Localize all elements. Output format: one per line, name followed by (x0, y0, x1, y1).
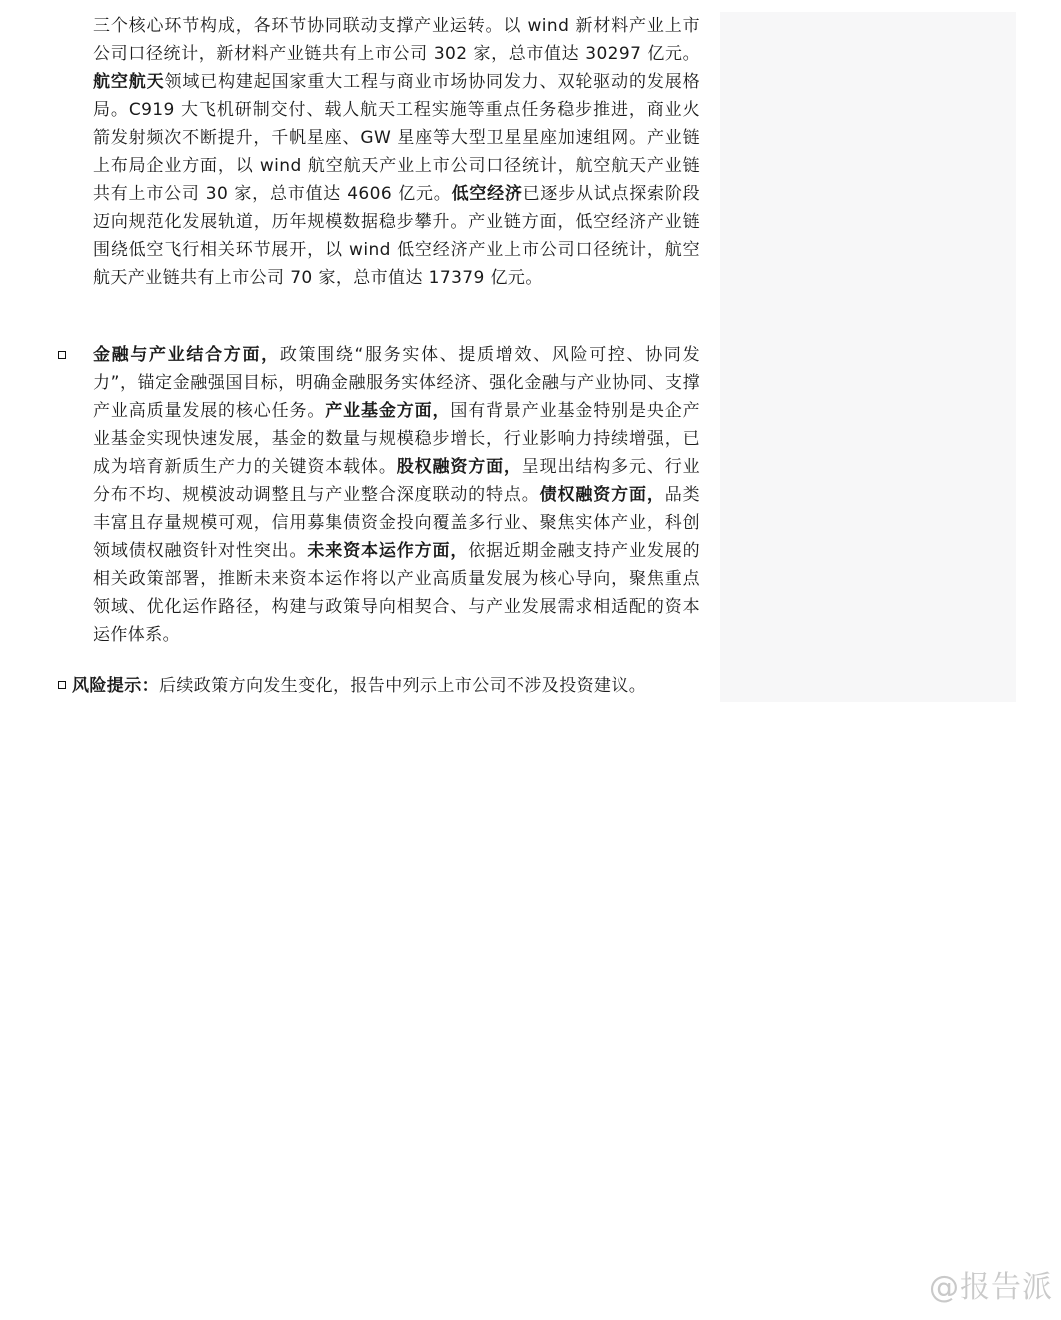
watermark: @报告派 (929, 1270, 1053, 1305)
finance-text-4: 品类丰富且存量规模可观，信用募集债资金投向覆盖多行业、聚焦实体产业，科创领域债权融资针对性突出。 (93, 485, 700, 561)
aerospace-heading: 航空航天 (93, 72, 165, 92)
debt-financing-heading: 债权融资方面， (539, 485, 665, 505)
industry-text-3: 已逐步从试点探索阶段迈向规范化发展轨道，历年规模数据稳步攀升。产业链方面，低空经济产业链围绕低空飞行相关环节展开，以 wind 低空经济产业上市公司口径统计，航空航天产业链共有上市公司 70 家，总市值达 17379 亿元。 (93, 184, 700, 288)
finance-text-2: 国有背景产业基金特别是央企产业基金实现快速发展，基金的数量与规模稳步增长，行业影响力持续增强，已成为培育新质生产力的关键资本载体。 (93, 401, 700, 477)
industry-fund-heading: 产业基金方面， (325, 401, 451, 421)
industry-paragraph (93, 12, 700, 292)
finance-paragraph (93, 341, 700, 649)
risk-text: 后续政策方向发生变化，报告中列示上市公司不涉及投资建议。 (159, 676, 647, 696)
risk-warning (58, 672, 646, 700)
low-altitude-heading: 低空经济 (451, 184, 523, 204)
equity-financing-heading: 股权融资方面， (396, 457, 522, 477)
finance-bullet-icon (58, 351, 66, 359)
future-capital-heading: 未来资本运作方面， (307, 541, 469, 561)
industry-text-2: 领域已构建起国家重大工程与商业市场协同发力、双轮驱动的发展格局。C919 大飞机研制交付、载人航天工程实施等重点任务稳步推进，商业火箭发射频次不断提升，千帆星座、GW 星座等大型卫星星座加速组网。产业链上布局企业方面，以 wind 航空航天产业上市公司口径统计，航空航天产业链共有上市公司 30 家，总市值达 4606 亿元。 (93, 72, 700, 204)
risk-bullet-icon (58, 681, 66, 689)
risk-label: 风险提示： (72, 676, 159, 696)
sidebar-panel (720, 12, 1016, 702)
finance-text-1: 政策围绕“服务实体、提质增效、风险可控、协同发力”，锚定金融强国目标，明确金融服务实体经济、强化金融与产业协同、支撑产业高质量发展的核心任务。 (93, 345, 700, 421)
finance-paragraph-block (93, 341, 700, 649)
finance-text-5: 依据近期金融支持产业发展的相关政策部署，推断未来资本运作将以产业高质量发展为核心导向，聚焦重点领域、优化运作路径，构建与政策导向相契合、与产业发展需求相适配的资本运作体系。 (93, 541, 700, 645)
finance-text-3: 呈现出结构多元、行业分布不均、规模波动调整且与产业整合深度联动的特点。 (93, 457, 700, 505)
industry-text-1: 三个核心环节构成，各环节协同联动支撑产业运转。以 wind 新材料产业上市公司口径统计，新材料产业链共有上市公司 302 家，总市值达 30297 亿元。 (93, 16, 700, 64)
finance-industry-heading: 金融与产业结合方面， (93, 345, 280, 365)
industry-paragraph-block (93, 12, 700, 292)
